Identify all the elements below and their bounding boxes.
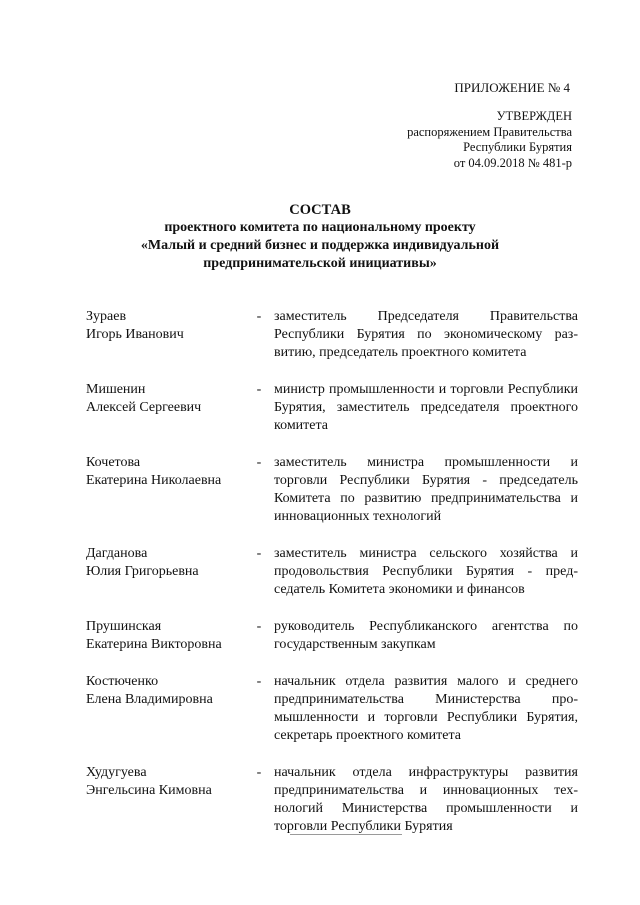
subtitle-line: проектного комитета по национальному проекту — [164, 220, 476, 235]
closing-rule — [290, 834, 402, 835]
appendix-number: ПРИЛОЖЕНИЕ № 4 — [454, 80, 570, 95]
member-surname: Зураев — [86, 309, 127, 324]
member-dash: - — [256, 455, 262, 470]
member-given-names: Елена Владимировна — [86, 692, 213, 707]
member-given-names: Игорь Иванович — [86, 327, 184, 342]
member-role: заместитель министра сельского хозяйства и продовольствия Республики Бурятия - председатель Комитета экономики и финансов — [274, 546, 578, 597]
member-list — [86, 308, 578, 855]
member-name — [86, 545, 251, 581]
member-role: руководитель Республиканского агентства по государственным закупкам — [274, 619, 578, 652]
member-entry — [86, 618, 578, 654]
member-surname: Костюченко — [86, 674, 159, 689]
member-entry — [86, 673, 578, 745]
document-heading: СОСТАВ — [289, 202, 351, 218]
member-name — [86, 381, 251, 417]
member-surname: Дагданова — [86, 546, 148, 561]
document-subtitle — [0, 219, 640, 273]
approval-line: УТВЕРЖДЕН — [496, 109, 572, 123]
member-name — [86, 764, 251, 800]
member-dash: - — [256, 765, 262, 780]
member-surname: Кочетова — [86, 455, 141, 470]
approval-stamp — [407, 109, 572, 171]
approval-line: распоряжением Правительства — [407, 124, 572, 139]
member-surname: Худугуева — [86, 765, 147, 780]
member-name — [86, 618, 251, 654]
member-given-names: Энгельсина Кимовна — [86, 783, 212, 798]
member-dash: - — [256, 546, 262, 561]
member-dash: - — [256, 619, 262, 634]
member-entry — [86, 454, 578, 526]
member-name — [86, 673, 251, 709]
member-entry — [86, 308, 578, 362]
approval-line: от 04.09.2018 № 481-р — [453, 155, 572, 170]
member-surname: Мишенин — [86, 382, 146, 397]
member-entry — [86, 545, 578, 599]
approval-line: Республики Бурятия — [463, 140, 572, 154]
member-name — [86, 308, 251, 344]
member-given-names: Екатерина Викторовна — [86, 637, 222, 652]
member-name — [86, 454, 251, 490]
member-role: начальник отдела развития малого и среднего предпринимательства Министерства промышленности и торговли Республики Бурятия, секретарь проектного комитета — [274, 674, 578, 743]
member-dash: - — [256, 674, 262, 689]
member-entry — [86, 764, 578, 836]
subtitle-line: «Малый и средний бизнес и поддержка индивидуальной — [140, 238, 500, 253]
member-given-names: Алексей Сергеевич — [86, 400, 202, 415]
member-surname: Прушинская — [86, 619, 162, 634]
member-role: начальник отдела инфраструктуры развития предпринимательства и инновационных технологий Министерства промышленности и торговли Республики Бурятия — [274, 765, 578, 834]
member-role: министр промышленности и торговли Республики Бурятия, заместитель председателя проектного комитета — [274, 382, 578, 433]
member-given-names: Юлия Григорьевна — [86, 564, 199, 579]
member-dash: - — [256, 309, 262, 324]
member-given-names: Екатерина Николаевна — [86, 473, 222, 488]
member-entry — [86, 381, 578, 435]
member-role: заместитель Председателя Правительства Республики Бурятия по экономическому развитию, председатель проектного комитета — [274, 309, 578, 360]
member-role: заместитель министра промышленности и торговли Республики Бурятия - председатель Комитета по развитию предпринимательства и инновационных технологий — [274, 455, 578, 524]
subtitle-line: предпринимательской инициативы» — [203, 256, 437, 271]
member-dash: - — [256, 382, 262, 397]
